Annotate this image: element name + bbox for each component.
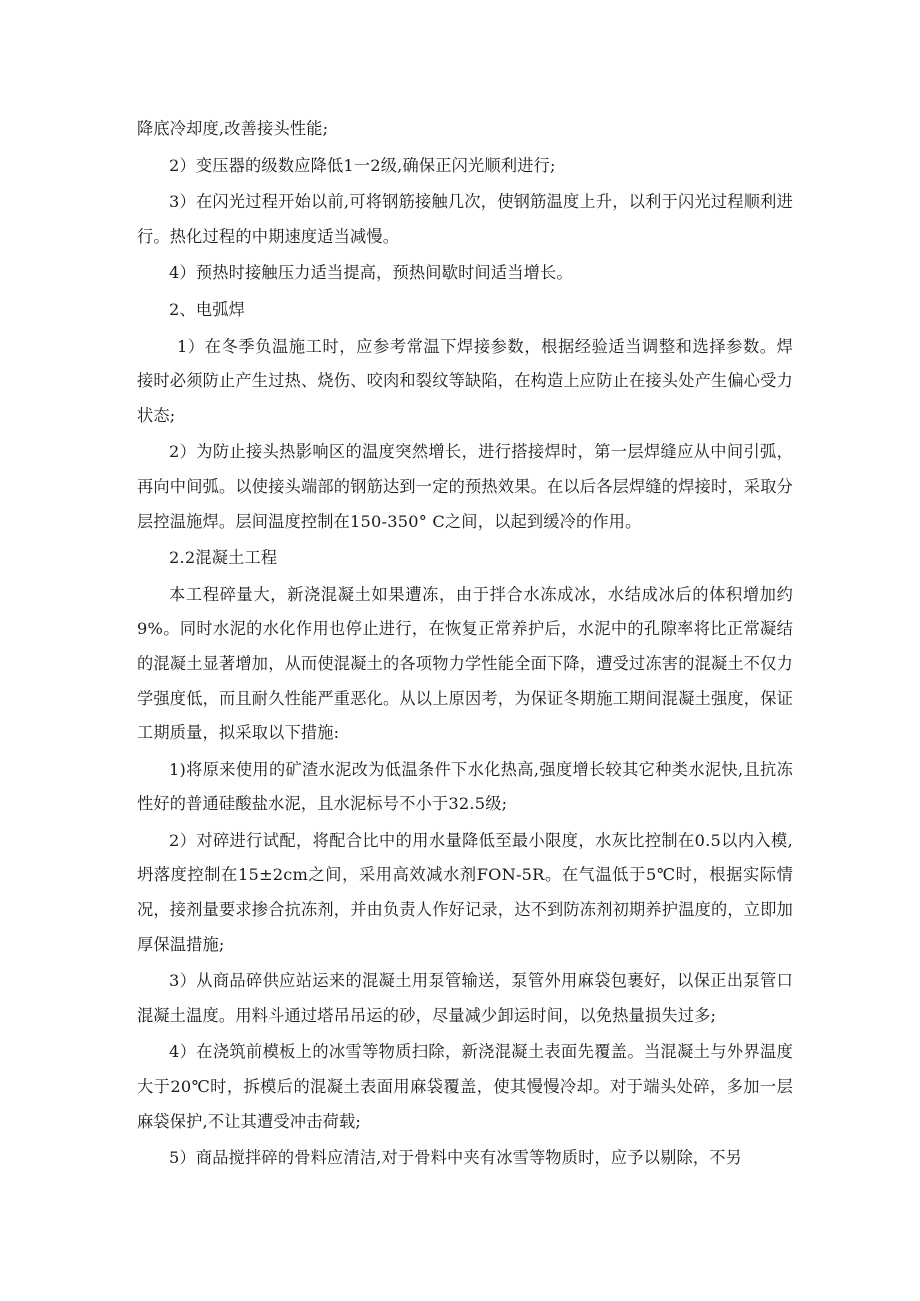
paragraph-7: 2）为防止接头热影响区的温度突然增长，进行搭接焊时，第一层焊缝应从中间引弧，再向中间弧。以使接头端部的钢筋达到一定的预热效果。在以后各层焊缝的焊接时，采取分层控温施焊。层间温度控制在150-350° C之间，以起到缓冷的作用。 — [137, 442, 793, 531]
paragraph-6: 1）在冬季负温施工时，应参考常温下焊接参数，根据经验适当调整和选择参数。焊接时必须防止产生过热、烧伤、咬肉和裂纹等缺陷，在构造上应防止在接头处产生偏心受力状态; — [137, 336, 793, 425]
paragraph-3: 3）在闪光过程开始以前,可将钢筋接触几次，使钢筋温度上升，以利于闪光过程顺利进行。热化过程的中期速度适当减慢。 — [137, 192, 793, 246]
paragraph-4: 4）预热时接触压力适当提高，预热间歇时间适当增长。 — [169, 263, 573, 283]
section-heading-concrete: 2.2混凝土工程 — [169, 548, 278, 568]
document-body — [137, 112, 793, 1176]
paragraph-12: 3）从商品碎供应站运来的混凝土用泵管输送，泵管外用麻袋包裹好，以保正出泵管口混凝土温度。用料斗通过塔吊吊运的砂，尽量减少卸运时间，以免热量损失过多; — [137, 971, 793, 1025]
paragraph-10: 1)将原来使用的矿渣水泥改为低温条件下水化热高,强度增长较其它种类水泥快,且抗冻性好的普通硅酸盐水泥，且水泥标号不小于32.5级; — [137, 759, 793, 814]
paragraph-9: 本工程碎量大，新浇混凝土如果遭冻，由于拌合水冻成冰，水结成冰后的体积增加约9%。同时水泥的水化作用也停止进行，在恢复正常养护后，水泥中的孔隙率将比正常凝结的混凝土显著增加，从而使混凝土的各项物力学性能全面下降，遭受过冻害的混凝土不仅力学强度低，而且耐久性能严重恶化。从以上原因考，为保证冬期施工期间混凝土强度，保证工期质量，拟采取以下措施: — [137, 584, 793, 743]
paragraph-11: 2）对碎进行试配，将配合比中的用水量降低至最小限度，水灰比控制在0.5以内入模,坍落度控制在15±2cm之间，采用高效减水剂FON-5R。在气温低于5℃时，根据实际情况，接剂量要求掺合抗冻剂，并由负责人作好记录，达不到防冻剂初期养护温度的，立即加厚保温措施; — [137, 830, 793, 954]
paragraph-1: 降底冷却度,改善接头性能; — [137, 119, 329, 138]
section-heading-arc-welding: 2、电弧焊 — [169, 299, 246, 319]
paragraph-13: 4）在浇筑前模板上的冰雪等物质扫除，新浇混凝土表面先覆盖。当混凝土与外界温度大于20℃时，拆模后的混凝土表面用麻袋覆盖，使其慢慢冷却。对于端头处碎，多加一层麻袋保护,不让其遭受冲击荷载; — [137, 1042, 793, 1131]
paragraph-14: 5）商品搅拌碎的骨料应清洁,对于骨料中夹有冰雪等物质时，应予以剔除，不另 — [169, 1148, 743, 1168]
paragraph-2: 2）变压器的级数应降低1一2级,确保正闪光顺利进行; — [169, 155, 556, 175]
